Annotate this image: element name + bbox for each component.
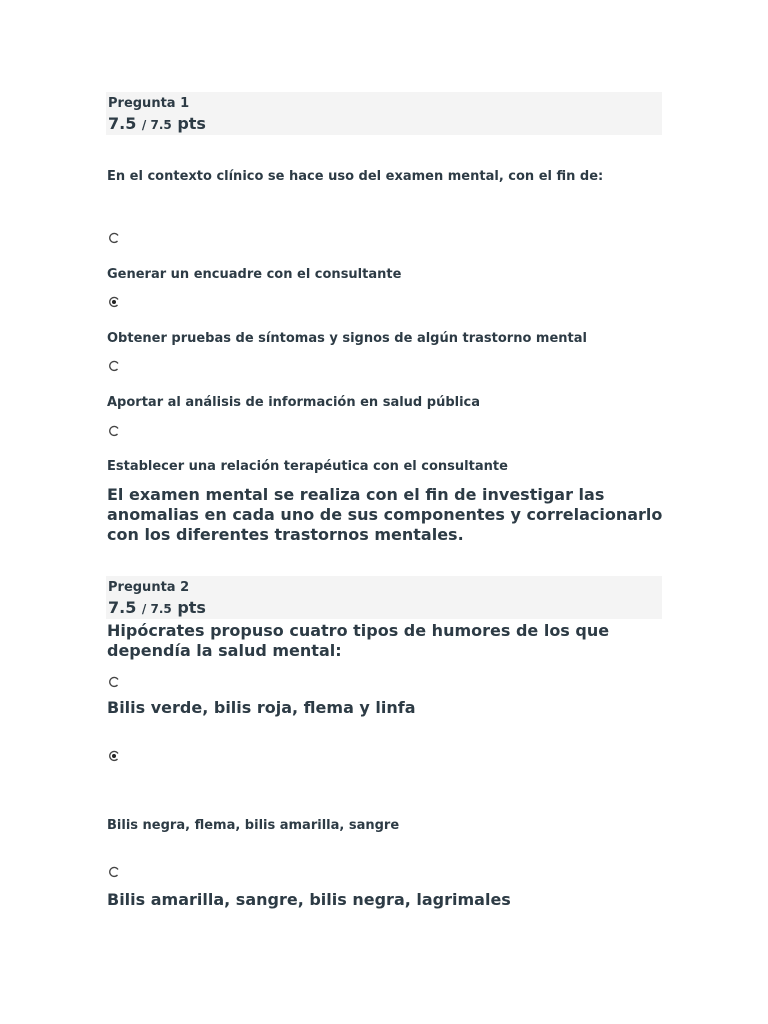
question-1-feedback: El examen mental se realiza con el fin de investigar las anomalias en cada uno de sus componentes y correlacionarlo con los diferentes trastornos mentales.	[107, 485, 663, 544]
radio-q1-option-3[interactable]	[108, 360, 118, 370]
question-1-text: En el contexto clínico se hace uso del examen mental, con el fin de:	[107, 169, 604, 184]
question-2-text: Hipócrates propuso cuatro tipos de humores de los que dependía la salud mental:	[107, 621, 610, 660]
q1-option-2-label: Obtener pruebas de síntomas y signos de algún trastorno mental	[107, 331, 587, 346]
question-2-pts-label: pts	[177, 598, 206, 617]
q2-option-3-label: Bilis amarilla, sangre, bilis negra, lagrimales	[107, 890, 511, 909]
radio-q1-option-4[interactable]	[108, 425, 118, 435]
question-1-title: Pregunta 1	[108, 96, 190, 111]
radio-q2-option-2[interactable]	[108, 750, 118, 760]
question-1-points	[108, 114, 206, 133]
radio-q2-option-3[interactable]	[108, 866, 118, 876]
q2-option-1-label: Bilis verde, bilis roja, flema y linfa	[107, 698, 416, 717]
q1-option-1-label: Generar un encuadre con el consultante	[107, 267, 402, 282]
q1-option-4-label: Establecer una relación terapéutica con el consultante	[107, 459, 508, 474]
question-1-pts-label: pts	[177, 114, 206, 133]
question-2-title: Pregunta 2	[108, 580, 190, 595]
question-2-points	[108, 598, 206, 617]
question-1-max: / 7.5	[141, 118, 172, 132]
question-2-score: 7.5	[108, 598, 137, 617]
question-2-header	[106, 576, 662, 619]
q2-option-2-label: Bilis negra, flema, bilis amarilla, sangre	[107, 818, 400, 833]
radio-q2-option-1[interactable]	[108, 676, 118, 686]
question-1-header	[106, 92, 662, 135]
q1-option-3-label: Aportar al análisis de información en salud pública	[107, 395, 481, 410]
question-2-max: / 7.5	[141, 602, 172, 616]
radio-q1-option-1[interactable]	[108, 232, 118, 242]
question-1-score: 7.5	[108, 114, 137, 133]
radio-q1-option-2[interactable]	[108, 296, 118, 306]
